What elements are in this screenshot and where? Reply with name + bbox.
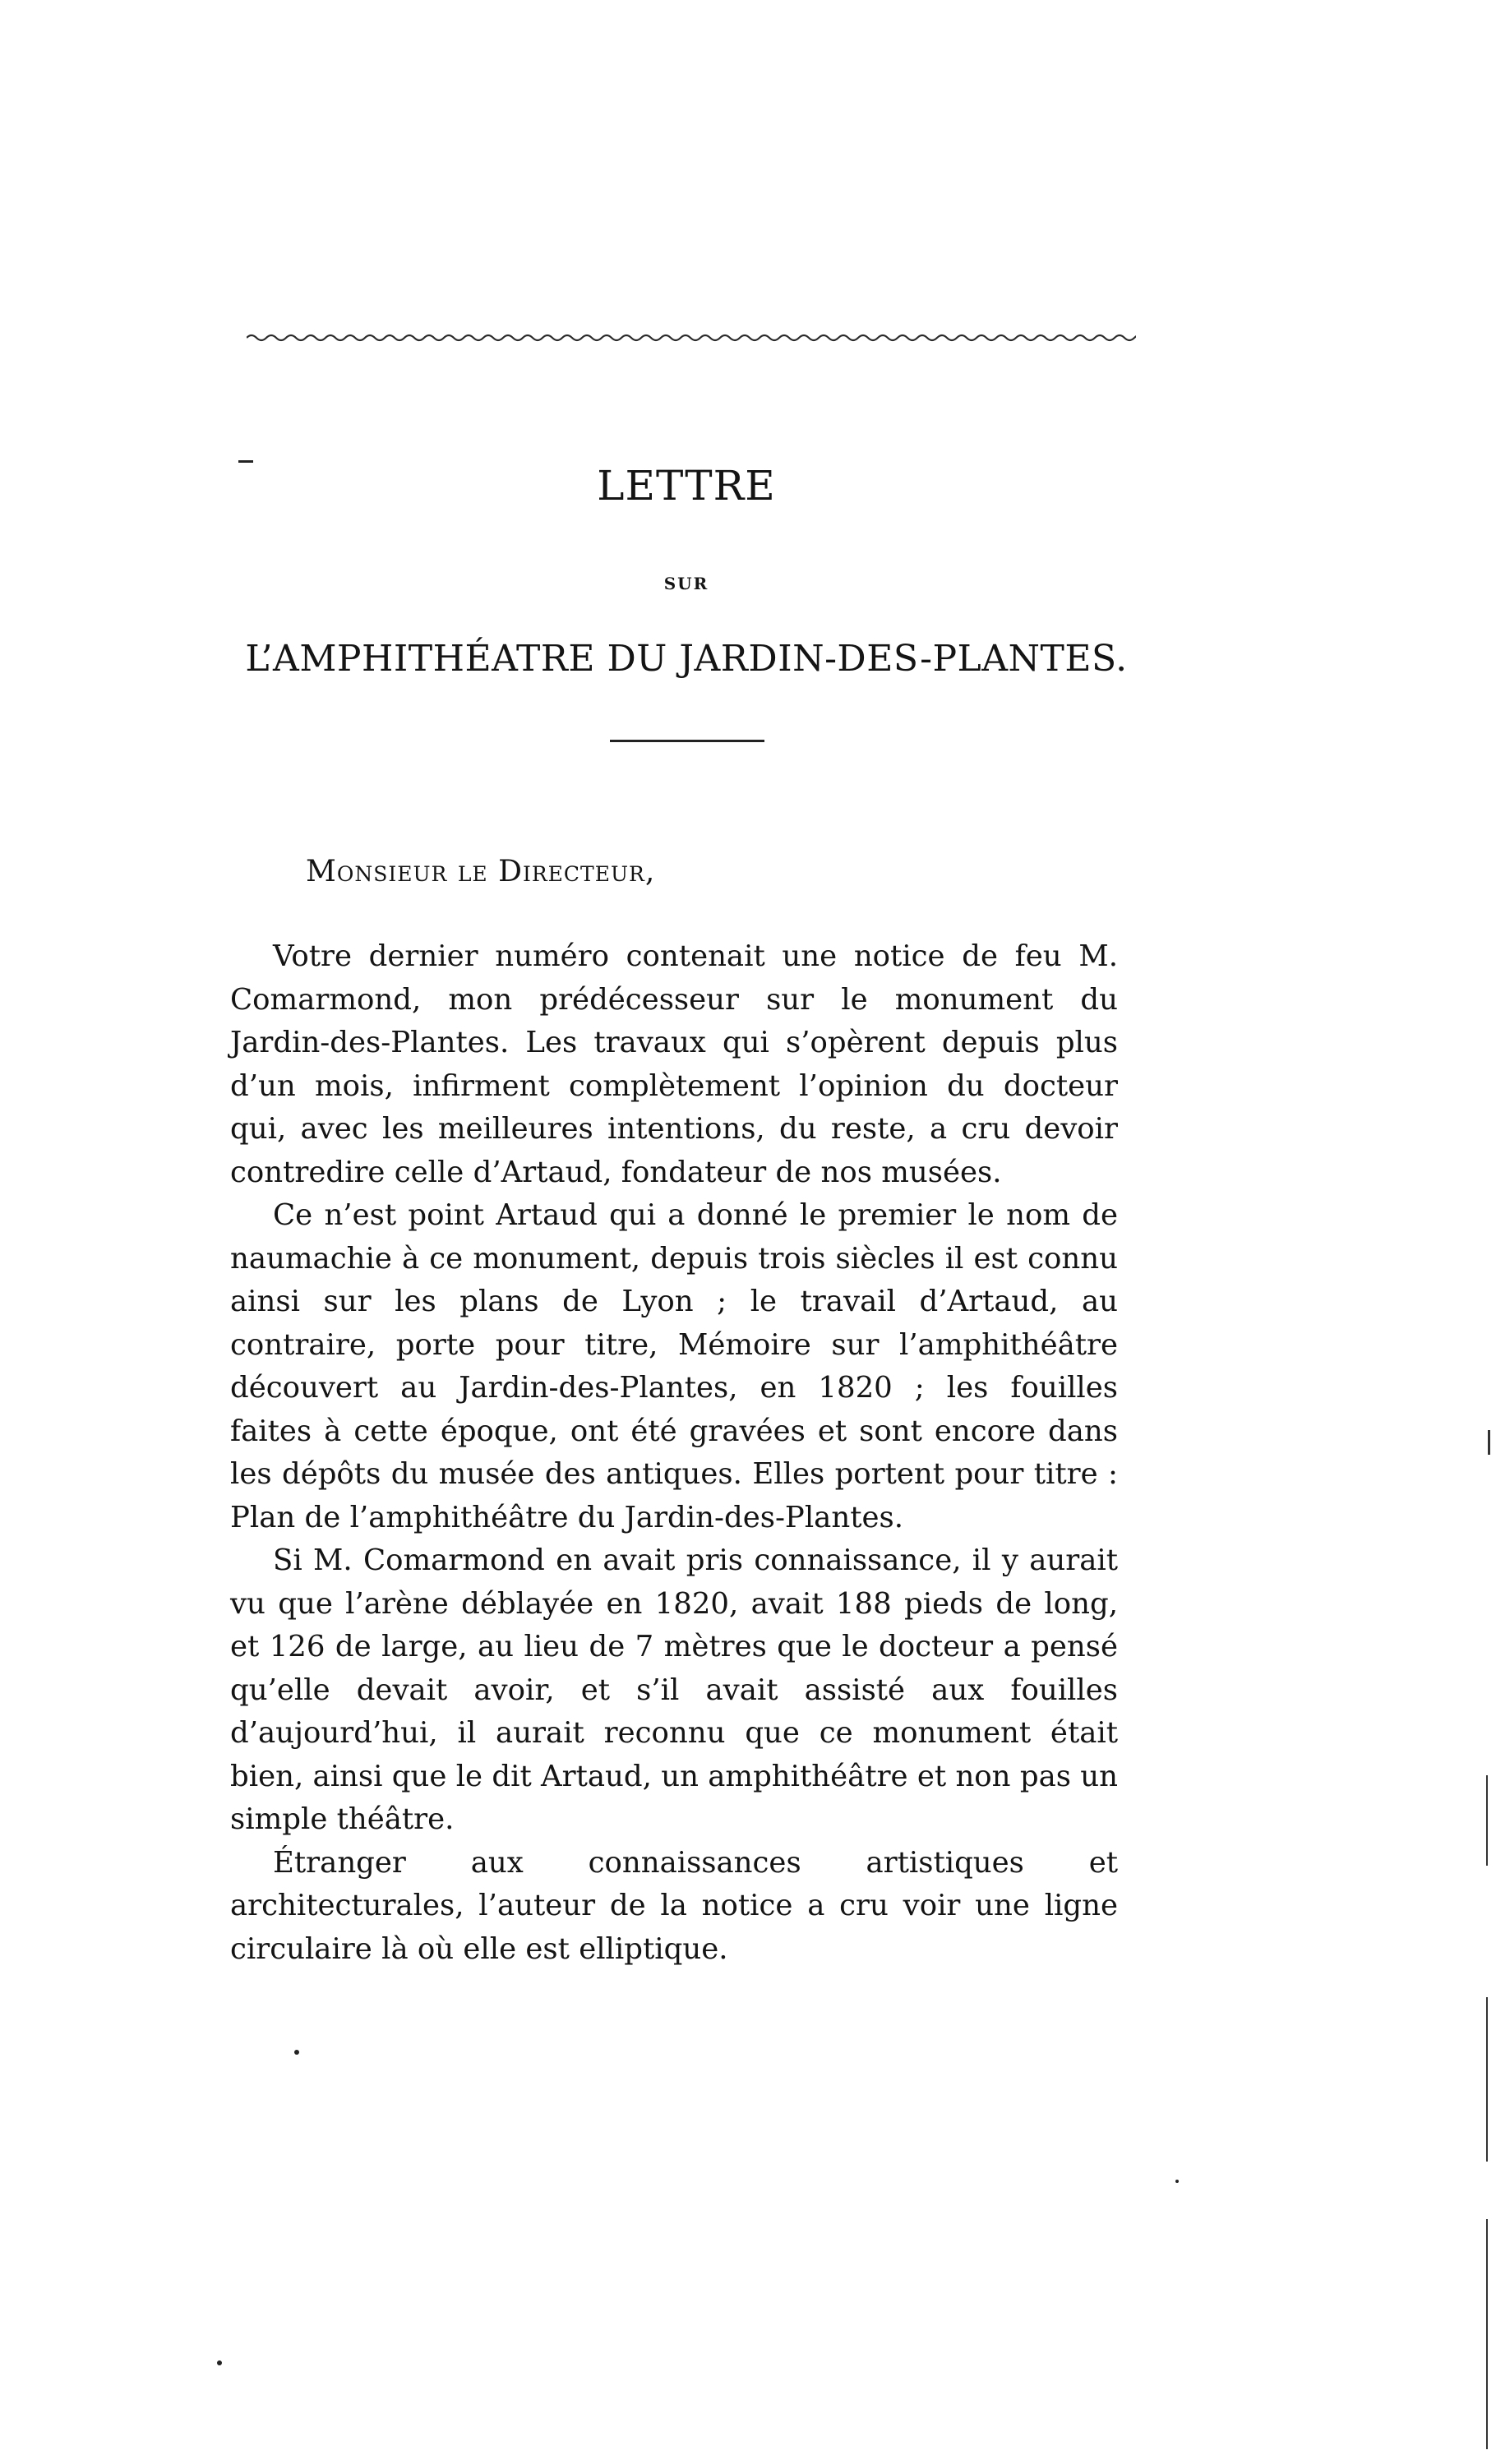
stray-dash-mark	[238, 460, 253, 463]
scan-edge-line	[1486, 2219, 1488, 2449]
scan-edge-line	[1486, 1997, 1488, 2162]
letter-body	[230, 935, 1118, 1971]
paragraph: Si M. Comarmond en avait pris connaissance, il y aurait vu que l’arène déblayée en 1820, avait 188 pieds de long, et 126 de large, au lieu de 7 mètres que le docteur a pensé qu’elle devait avoir, et s’il avait assisté aux fouilles d’aujourd’hui, il aurait reconnu que ce monument était bien, ainsi que le dit Artaud, un amphithéâtre et non pas un simple théâtre.	[230, 1543, 1118, 1836]
title-connector: SUR	[663, 574, 709, 593]
page-subtitle: L’AMPHITHÉATRE DU JARDIN-DES-PLANTES.	[245, 638, 1128, 680]
ink-speck	[294, 2050, 299, 2055]
section-divider-rule	[610, 740, 764, 742]
paragraph: Votre dernier numéro contenait une notice de feu M. Comarmond, mon prédécesseur sur le monument du Jardin-des-Plantes. Les travaux qui s’opèrent depuis plus d’un mois, infirment complètement l’opinion du docteur qui, avec les meilleures intentions, du reste, a cru devoir contredire celle d’Artaud, fondateur de nos musées.	[230, 939, 1118, 1189]
ink-speck	[1175, 2180, 1179, 2183]
paragraph: Ce n’est point Artaud qui a donné le premier le nom de naumachie à ce monument, depuis trois siècles il est connu ainsi sur les plans de Lyon ; le travail d’Artaud, au contraire, porte pour titre, Mémoire sur l’amphithéâtre découvert au Jardin-des-Plantes, en 1820 ; les fouilles faites à cette époque, ont été gravées et sont encore dans les dépôts du musée des antiques. Elles portent pour titre : Plan de l’amphithéâtre du Jardin-des-Plantes.	[230, 1198, 1118, 1534]
ink-speck	[217, 2360, 222, 2365]
page-title: LETTRE	[597, 462, 776, 510]
salutation: Monsieur le Directeur,	[306, 855, 656, 888]
scan-edge-line	[1486, 1775, 1488, 1866]
scan-edge-line	[1488, 1430, 1490, 1455]
paragraph: Étranger aux connaissances artistiques et architecturales, l’auteur de la notice a cru voir une ligne circulaire là où elle est elliptique.	[230, 1845, 1118, 1966]
ornamental-wavy-rule	[247, 330, 1136, 345]
